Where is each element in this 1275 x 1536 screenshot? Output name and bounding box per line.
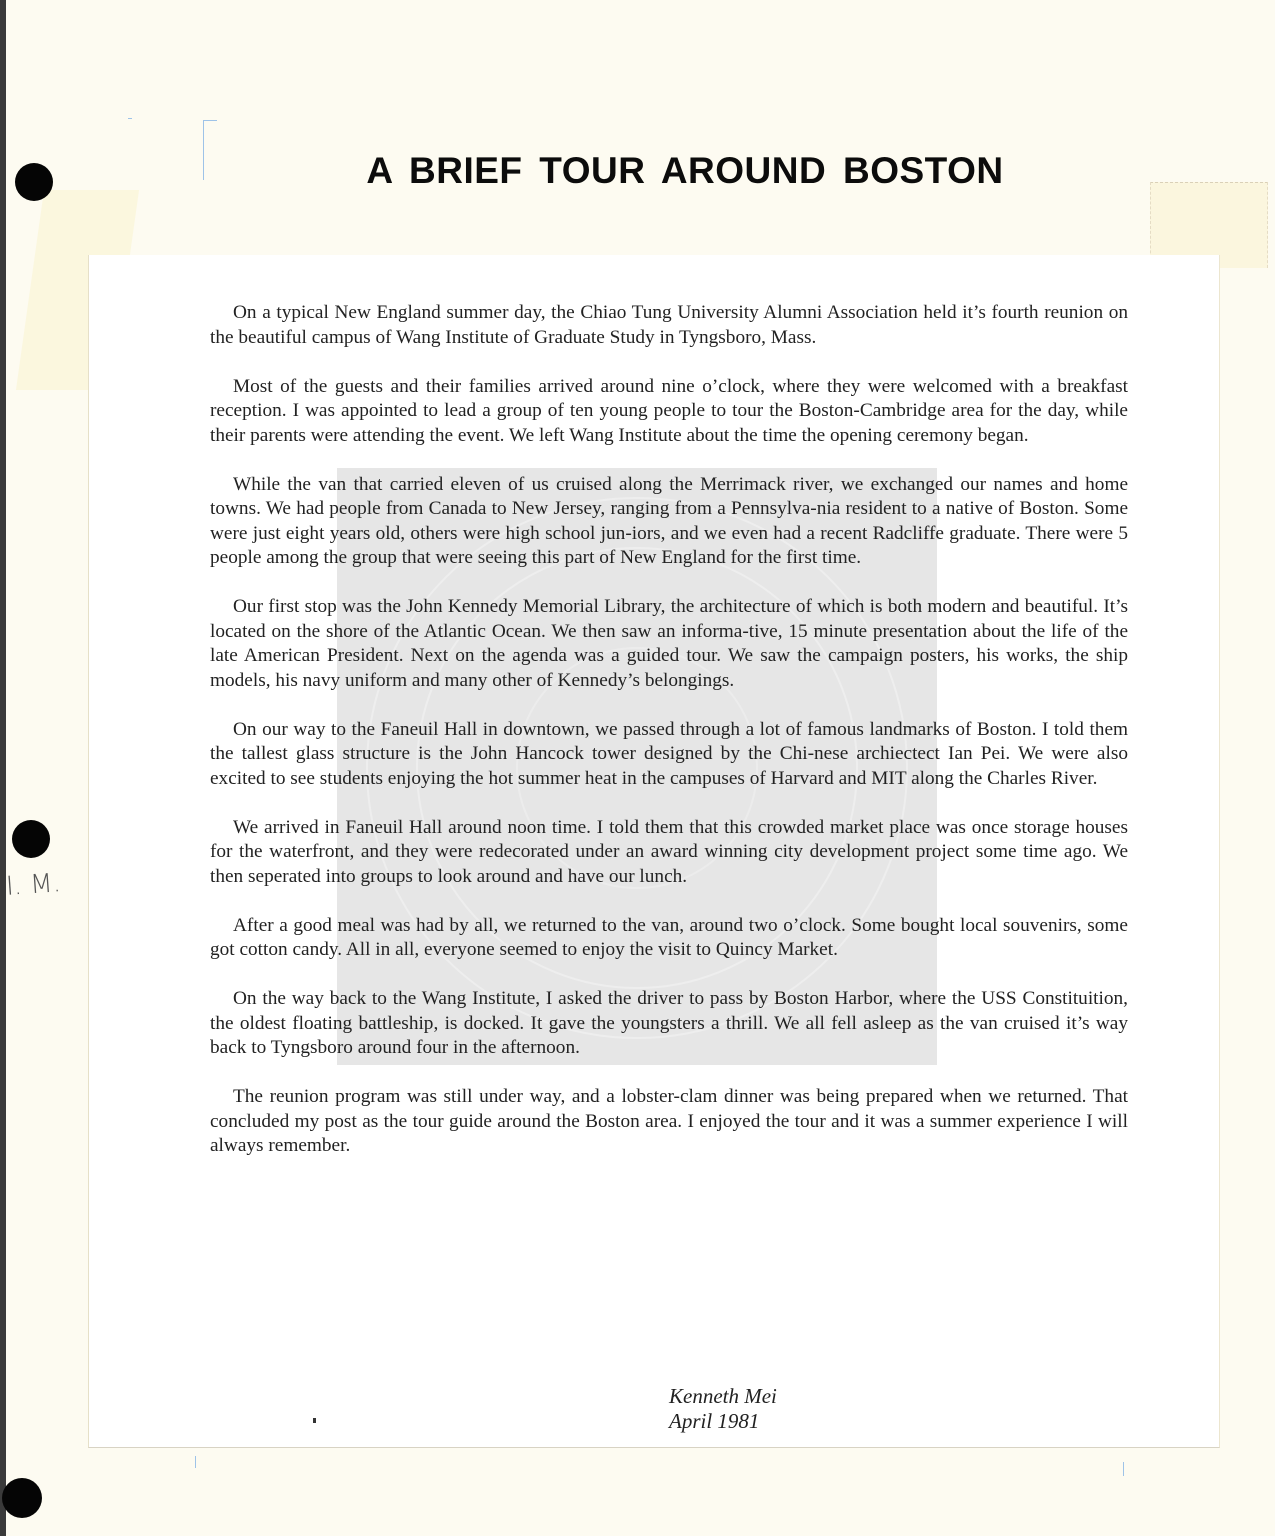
signature-date: April 1981 <box>669 1408 760 1433</box>
author-name: Kenneth Mei <box>669 1384 777 1408</box>
paragraph: On our way to the Faneuil Hall in downtown, we passed through a lot of famous landmarks of Boston. I told them the tallest glass structure is the John Hancock tower designed by the Chi-nese archiectect Ian Pei. We were also excited to see students enjoying the hot summer heat in the campuses of Harvard and MIT along the Charles River. <box>210 718 1128 789</box>
punch-hole <box>15 163 53 201</box>
registration-mark <box>195 1456 196 1468</box>
paragraph: Most of the guests and their families arrived around nine o’clock, where they were welcomed with a breakfast reception. I was appointed to lead a group of ten young people to tour the Boston-Cambridge area for the day, while their parents were attending the event. We left Wang Institute about the time the opening ceremony began. <box>210 375 1128 446</box>
registration-mark <box>203 120 204 180</box>
paragraph: After a good meal was had by all, we returned to the van, around two o’clock. Some bought local souvenirs, some got cotton candy. All in all, everyone seemed to enjoy the visit to Quincy Market. <box>210 914 1128 960</box>
paragraph: The reunion program was still under way, and a lobster-clam dinner was being prepared when we returned. That concluded my post as the tour guide around the Boston area. I enjoyed the tour and it was a summer experience I will always remember. <box>210 1086 1128 1156</box>
paragraph: While the van that carried eleven of us cruised along the Merrimack river, we exchanged our names and home towns. We had people from Canada to New Jersey, ranging from a Pennsylva-nia resident to a native of Boston. Some were just eight years old, others were high school jun-iors, and we even had a recent Radcliffe graduate. There were 5 people among the group that were seeing this part of New England for the first time. <box>210 473 1128 568</box>
handwritten-margin-note: I. M. <box>5 868 62 902</box>
scan-left-edge <box>0 0 6 1536</box>
paragraph: We arrived in Faneuil Hall around noon time. I told them that this crowded market place was once storage houses for the waterfront, and they were redecorated under an award winning city development project some time ago. We then seperated into groups to look around and have our lunch. <box>210 816 1128 887</box>
paragraph: On the way back to the Wang Institute, I asked the driver to pass by Boston Harbor, where the USS Constituition, the oldest floating battleship, is docked. It gave the youngsters a thrill. We all fell asleep as the van cruised it’s way back to Tyngsboro around four in the afternoon. <box>210 988 1128 1058</box>
stray-mark <box>313 1418 316 1423</box>
registration-mark <box>203 120 217 121</box>
registration-mark <box>128 118 132 119</box>
signature-block <box>669 1384 777 1433</box>
punch-hole <box>12 820 50 858</box>
document-title: A BRIEF TOUR AROUND BOSTON <box>366 150 1004 191</box>
paragraph: On a typical New England summer day, the Chiao Tung University Alumni Association held it’s fourth reunion on the beautiful campus of Wang Institute of Graduate Study in Tyngsboro, Mass. <box>210 302 1128 348</box>
paragraph: Our first stop was the John Kennedy Memorial Library, the architecture of which is both modern and beautiful. It’s located on the shore of the Atlantic Ocean. We then saw an informa-tive, 15 minute presentation about the life of the late American President. Next on the agenda was a guided tour. We saw the campaign posters, his works, the ship models, his navy uniform and many other of Kennedy’s belongings. <box>210 596 1128 691</box>
registration-mark <box>1123 1462 1124 1476</box>
article-body <box>210 301 1128 1183</box>
punch-hole <box>2 1478 42 1518</box>
